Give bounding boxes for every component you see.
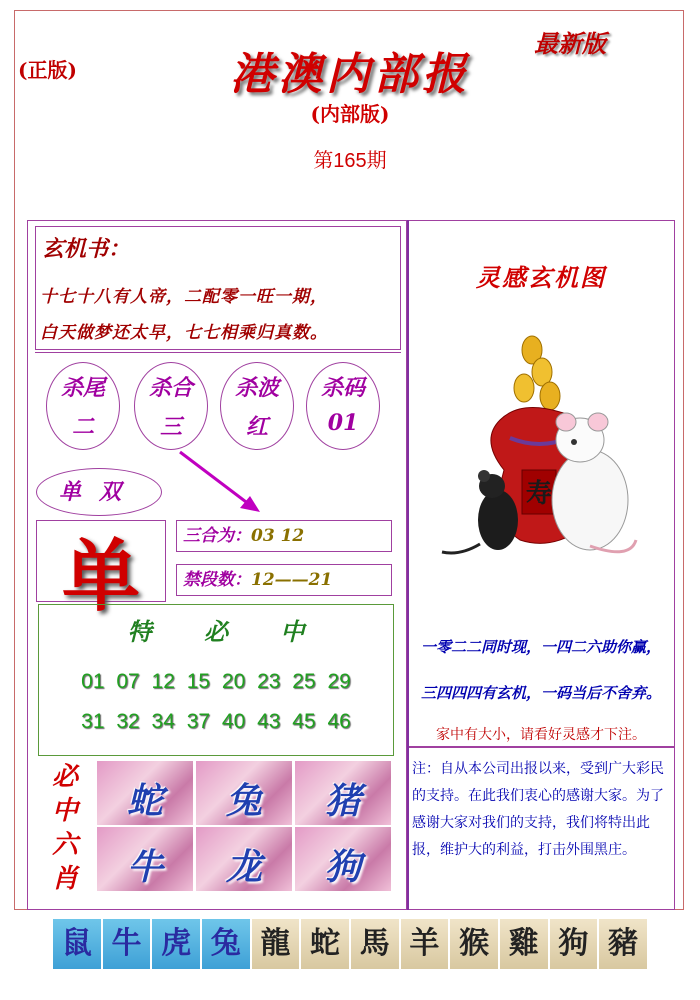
zodiac-tile: 蛇: [300, 918, 350, 970]
zodiac-tile-row: [52, 918, 648, 970]
warning-text: 家中有大小，请看好灵感才下注。: [436, 727, 646, 743]
sanhe-label: 三合为：: [183, 526, 251, 546]
jinduan-box: [176, 564, 392, 596]
zodiac-label: 兔: [225, 780, 262, 822]
sanhe-value: 03 12: [251, 526, 305, 546]
poem-line-2: 白天做梦还太早，七七相乘归真数。: [40, 323, 328, 343]
numbers-row-1: 01 07 12 15 20 23 25 29: [81, 670, 351, 693]
te-bi-zhong-title: 特 必 中: [127, 617, 305, 646]
oval-sha-wei: [46, 362, 120, 450]
zodiac-tile: 兔: [201, 918, 251, 970]
side-char: 六: [51, 830, 78, 860]
jinduan-label: 禁段数：: [183, 570, 251, 590]
arrow-icon: [176, 448, 266, 518]
inspiration-title: 灵感玄机图: [476, 263, 606, 292]
mouse-money-bag-image: [440, 330, 640, 580]
zodiac-label: 猪: [324, 780, 361, 822]
big-char: 单: [61, 531, 140, 622]
issue-number: 第165期: [313, 150, 387, 172]
zodiac-label: 狗: [324, 846, 361, 888]
bi-zhong-liu-xiao-label: [48, 760, 82, 896]
sanhe-box: [176, 520, 392, 552]
panel-divider: [407, 220, 409, 910]
zodiac-tile: 鼠: [52, 918, 102, 970]
notice-text: 注：自从本公司出报以来，受到广大彩民的支持。在此我们衷心的感谢大家。为了感谢大家对我们的支持，我们将特出此报，维护大的利益，打击外围黑庄。: [412, 761, 664, 858]
oval-value: 三: [159, 414, 182, 440]
side-char: 必: [51, 762, 78, 792]
zodiac-label: 蛇: [126, 780, 163, 822]
zodiac-tile: 豬: [598, 918, 648, 970]
numbers-row-2: 31 32 34 37 40 43 45 46: [81, 710, 351, 733]
oval-sha-he: [134, 362, 208, 450]
zodiac-cell: [294, 760, 392, 826]
right-poem-line-1: 一零二二同时现，一四二六助你赢，: [420, 638, 661, 656]
oval-label: 杀波: [234, 375, 279, 401]
seal-char: 寿: [525, 479, 553, 509]
zodiac-tile: 龍: [251, 918, 301, 970]
oval-sha-ma: [306, 362, 380, 450]
poem-line-1: 十七十八有人帝，二配零一旺一期，: [40, 287, 328, 307]
zodiac-tile: 狗: [549, 918, 599, 970]
zodiac-tile: 羊: [400, 918, 450, 970]
side-char: 中: [51, 796, 78, 826]
side-char: 肖: [51, 864, 78, 894]
zodiac-cell: [195, 760, 293, 826]
divider: [35, 352, 401, 353]
oval-label: 杀合: [148, 375, 193, 401]
zodiac-label: 龙: [225, 846, 262, 888]
oval-value: 01: [327, 410, 359, 436]
zodiac-tile: 虎: [151, 918, 201, 970]
zodiac-tile: 馬: [350, 918, 400, 970]
page-subtitle: (内部版): [310, 102, 390, 126]
right-poem-line-2: 三四四四有玄机，一码当后不舍弃。: [420, 684, 661, 702]
oval-label: 杀码: [320, 375, 365, 401]
zodiac-cell: [96, 760, 194, 826]
oval-label: 杀尾: [60, 375, 105, 401]
zodiac-tile: 牛: [102, 918, 152, 970]
oval-sha-bo: [220, 362, 294, 450]
oval-value: 红: [245, 414, 268, 440]
zodiac-cell: [96, 826, 194, 892]
oval-value: 二: [71, 414, 94, 440]
edition-label-right: 最新版: [534, 29, 606, 58]
xuanji-title: 玄机书：: [42, 236, 131, 262]
edition-label-left: (正版): [18, 58, 77, 82]
page-title: 港澳内部报: [230, 49, 470, 100]
zodiac-label: 牛: [126, 846, 163, 888]
divider: [409, 746, 675, 748]
jinduan-value: 12——21: [251, 570, 333, 590]
zodiac-tile: 雞: [499, 918, 549, 970]
dan-shuang-oval: 单双: [36, 468, 162, 516]
zodiac-tile: 猴: [449, 918, 499, 970]
zodiac-cell: [195, 826, 293, 892]
zodiac-cell: [294, 826, 392, 892]
zodiac-grid: [96, 760, 392, 892]
